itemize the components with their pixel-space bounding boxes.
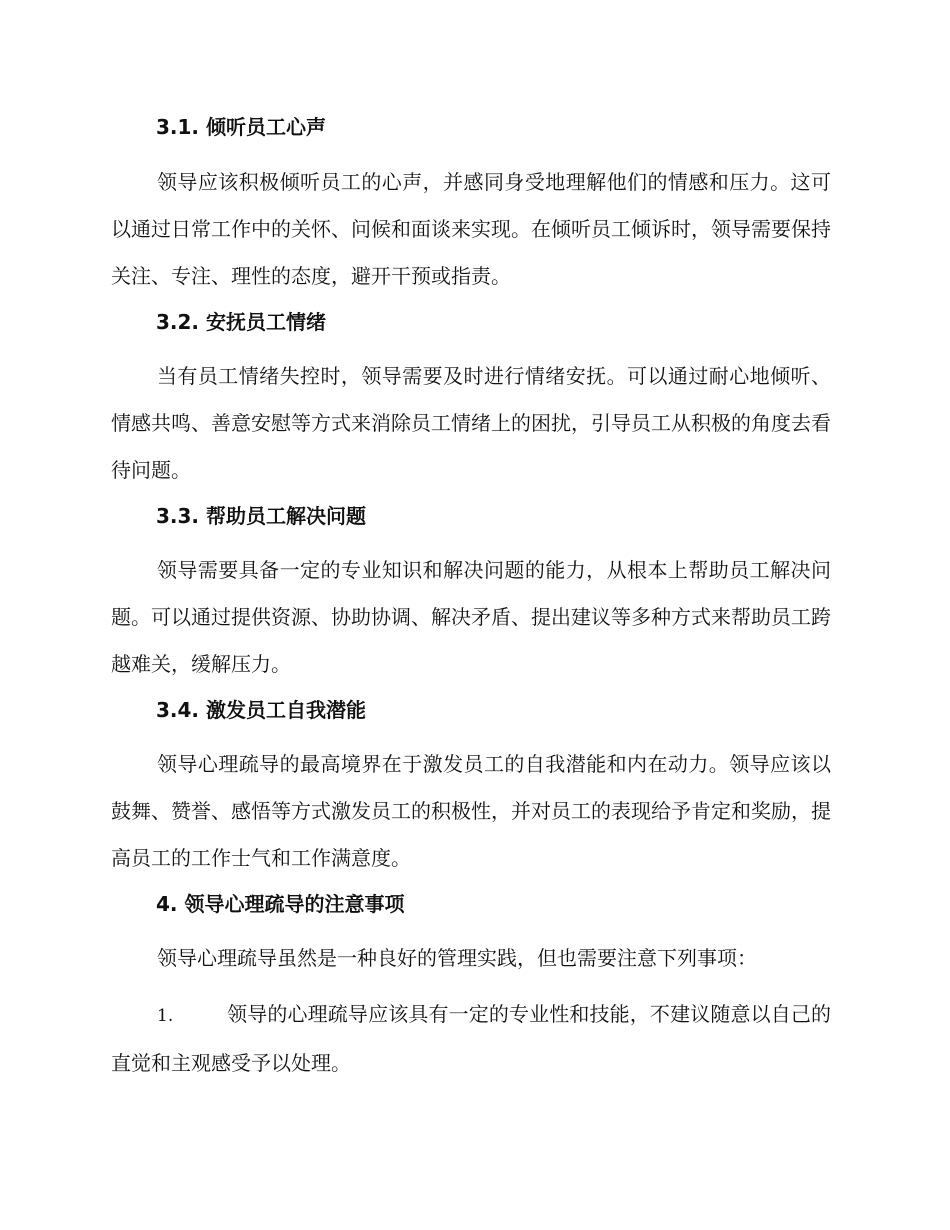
section-body-3-1: 领导应该积极倾听员工的心声，并感同身受地理解他们的情感和压力。这可以通过日常工作中的关怀、问候和面谈来实现。在倾听员工倾诉时，领导需要保持关注、专注、理性的态度，避开干预或指责。 — [111, 170, 831, 288]
section-heading-3-4: 3.4. 激发员工自我潜能 — [156, 698, 366, 722]
section-heading-3-2: 3.2. 安抚员工情绪 — [156, 310, 326, 334]
section-body-3-2: 当有员工情绪失控时，领导需要及时进行情绪安抚。可以通过耐心地倾听、情感共鸣、善意安慰等方式来消除员工情绪上的困扰，引导员工从积极的角度去看待问题。 — [111, 364, 831, 482]
section-heading-3-3: 3.3. 帮助员工解决问题 — [156, 504, 366, 528]
list-item — [111, 991, 831, 1087]
section-heading-4: 4. 领导心理疏导的注意事项 — [156, 892, 405, 916]
list-item-text: 领导的心理疏导应该具有一定的专业性和技能，不建议随意以自己的直觉和主观感受予以处理。 — [111, 1002, 831, 1075]
section-body-3-3: 领导需要具备一定的专业知识和解决问题的能力，从根本上帮助员工解决问题。可以通过提供资源、协助协调、解决矛盾、提出建议等多种方式来帮助员工跨越难关，缓解压力。 — [111, 558, 831, 676]
list-item-number: 1. — [157, 1006, 174, 1026]
section-body-3-4: 领导心理疏导的最高境界在于激发员工的自我潜能和内在动力。领导应该以鼓舞、赞誉、感悟等方式激发员工的积极性，并对员工的表现给予肯定和奖励，提高员工的工作士气和工作满意度。 — [111, 752, 831, 870]
section-heading-3-1: 3.1. 倾听员工心声 — [156, 115, 326, 139]
section-body-4: 领导心理疏导虽然是一种良好的管理实践，但也需要注意下列事项： — [157, 946, 757, 970]
